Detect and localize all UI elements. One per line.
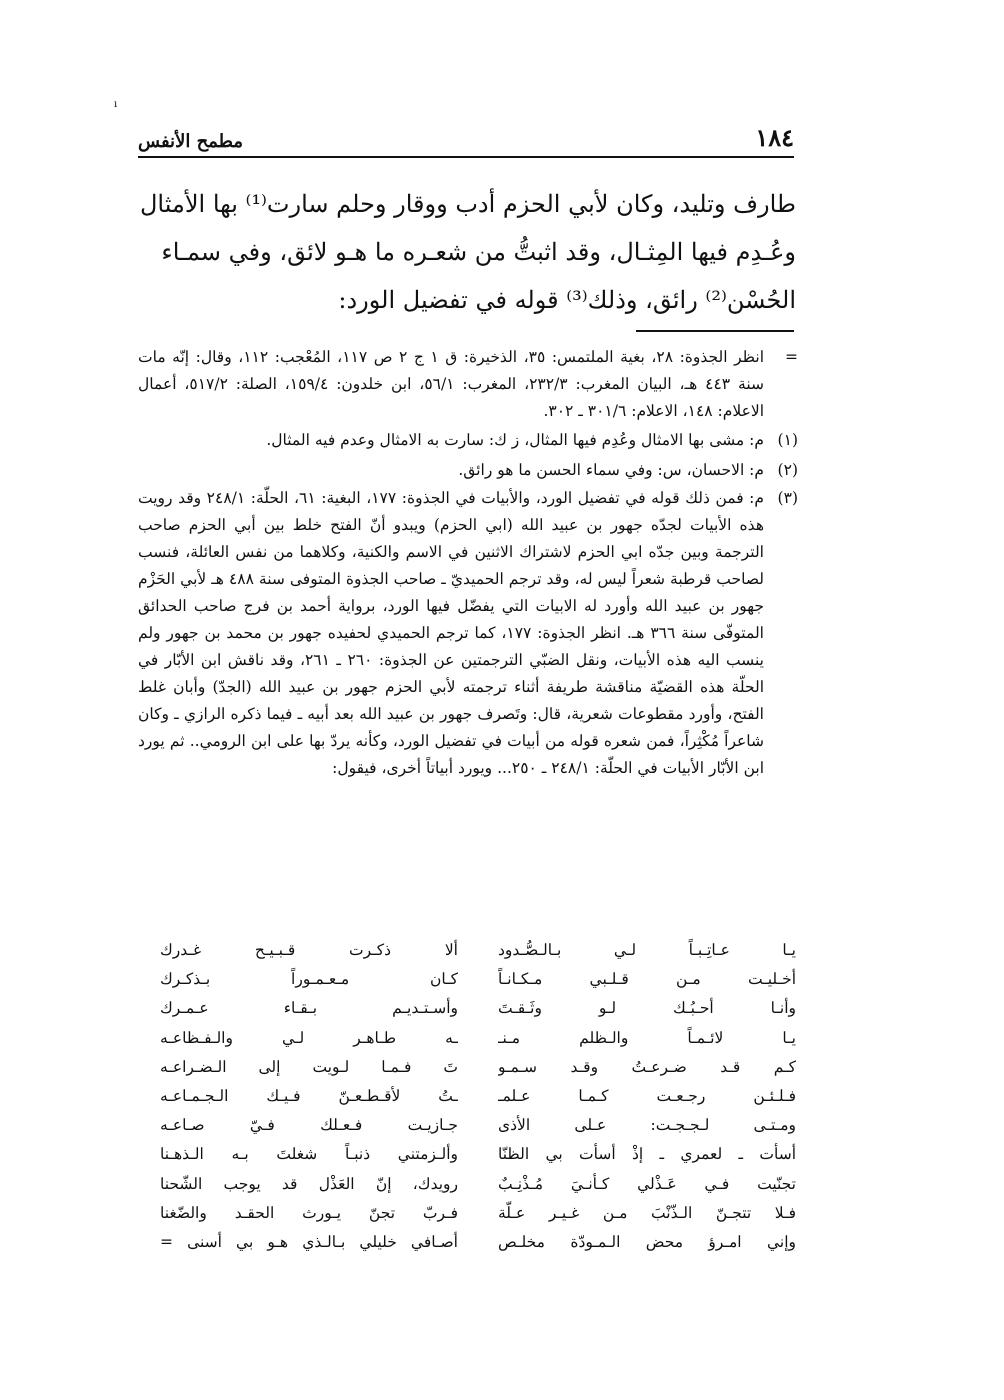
verse-second-hemistich: ألا ذكـرت قـبـيـح غـدرك: [160, 941, 458, 959]
footnote-mark: (٣): [777, 489, 798, 507]
main-text-line: وعُـدِم فيها المِثـال، وقد اثبتُّ من شعـره ما هـو لائق، وفي سمـاء: [161, 238, 796, 266]
verse-second-hemistich: رويدك، إنّ العَذْل قد يوجب الشّحنا: [160, 1174, 458, 1193]
verse-second-hemistich: تَ فـمـا لـويت إلى الـضـراعـه: [160, 1057, 458, 1076]
verse-line: [160, 936, 796, 965]
verse-first-hemistich: تجنّيت فـي عَـذْلي كـأنـيَ مُـذْنِـبٌ: [498, 1174, 796, 1193]
verse-first-hemistich: يـا لائـمـاً والـظلم مـنـ: [498, 1028, 796, 1047]
verse-second-hemistich: ـه طـاهـر لـي والـفـظاعـه: [160, 1028, 458, 1047]
verse-line: [160, 1199, 796, 1228]
main-text: [136, 180, 796, 324]
footnote-mark: (٢): [777, 461, 798, 479]
verse-second-hemistich: كـان مـعـمـوراً بـذكـرك: [160, 970, 458, 989]
main-text-line: الحُسْن⁽²⁾ رائق، وذلك⁽³⁾ قوله في تفضيل الورد:: [338, 286, 796, 314]
footnote-2: [138, 455, 798, 485]
footnote-text: انظر الجذوة: ٢٨، بغية الملتمس: ٣٥، الذخيرة: ق ١ ج ٢ ص ١١٧، المُعْجب: ١١٢، وقال: إنّه مات سنة ٤٤٣ هـ، البيان المغرب: ٢٣٢/٣، المغرب: ٥٦/١، ابن خلدون: ١٥٩/٤، الصلة: ٥١٧/٢، أعمال الاعلام: ١٤٨، الاعلام: ٣٠١/٦ ـ ٣٠٢.: [138, 348, 765, 420]
footnote-text: م: فمن ذلك قوله في تفضيل الورد، والأبيات في الجذوة: ١٧٧، البغية: ٦١، الحلّة: ٢٤٨/١ وقد رويت هذه الأبيات لجدّه جهور بن عبيد الله (ابي الحزم) ويبدو أنّ الفتح خلط بين أبي الحزم صاحب الترجمة وبين جدّه ابي الحزم لاشتراك الاثنين في الاسم والكنية، وكلاهما من نفس العائلة، فنسب لصاحب قرطبة شعراً ليس له، وقد ترجم الحميديّ ـ صاحب الجذوة المتوفى سنة ٤٨٨ هـ لأبي الحَزْم جهور بن عبيد الله وأورد له الابيات التي يفضّل فيها الورد، برواية أحمد بن فرج صاحب الحدائق المتوفّى سنة ٣٦٦ هـ. انظر الجذوة: ١٧٧، كما ترجم الحميدي لحفيده جهور بن محمد بن جهور ولم ينسب اليه هذه الأبيات، ونقل الضبّي الترجمتين عن الجذوة: ٢٦٠ ـ ٢٦١، وقد ناقش ابن الأبّار في الحلّة هذه القضيّة مناقشة طريفة أثناء ترجمته لأبي الحزم جهور بن عبيد الله (الجدّ) وأبان غلط الفتح، وأورد مقطوعات شعرية، قال: وتَصرف جهور بن عبيد الله بعد أبيه ـ فيما ذكره الرازي ـ وكان شاعراً مُكْثِراً، فمن شعره قوله من أبيات في تفضيل الورد، وكأنه يردّ بها على ابن الرومي.. ثم يورد ابن الأبّار الأبيات في الحلّة: ٢٤٨/١ ـ ٢٥٠... ويورد أبياتاً أخرى، فيقول:: [138, 489, 765, 777]
verse-first-hemistich: ومـتـى لـجـجـت: عـلى الأذى: [498, 1116, 796, 1135]
main-text-line: طارف وتليد، وكان لأبي الحزم أدب ووقار وحلم سارت⁽¹⁾ بها الأمثال: [139, 190, 796, 218]
footnote-divider: [636, 330, 794, 332]
verse-first-hemistich: يـا عـاتِـبـاً لـي بـالـصُّـدود: [498, 941, 796, 959]
page-header: [138, 118, 794, 158]
verse-second-hemistich: ـتُ لأقـطـعـنّ فـيـك الـجـمـاعـه: [160, 1087, 458, 1106]
verse-second-hemistich: أصـافي خليلي بـالـذي هـو بي أسنى =: [160, 1233, 458, 1252]
verse-first-hemistich: فـلا تتجـنّ الـذّنْبَ مـن غـيـر عـلّة: [498, 1203, 796, 1222]
page-number: ١٨٤: [755, 123, 794, 152]
verse-line: [160, 1024, 796, 1053]
verse-line: [160, 1082, 796, 1111]
verse-first-hemistich: وأنـا أحـبُـك لـو وثَـقـتَ: [498, 999, 796, 1018]
footnote-mark: =: [785, 348, 798, 366]
verse-second-hemistich: وألـزمتني ذنبـاً شغلتَ بـه الـذهـنا: [160, 1145, 458, 1164]
verse-second-hemistich: فـربّ تجنّ يـورث الحقـد والضّغنا: [160, 1203, 458, 1222]
verse-first-hemistich: كـم قـد ضـرعـتُ وقـد سـمـو: [498, 1057, 796, 1076]
verse-line: [160, 1140, 796, 1169]
footnote-text: م: الاحسان، س: وفي سماء الحسن ما هو رائق.: [458, 461, 764, 479]
footnote-mark: (١): [777, 431, 798, 449]
running-title: مطمح الأنفس: [138, 131, 244, 152]
verse-first-hemistich: أخـليـت مـن قـلـبي مـكـانـاً: [498, 970, 796, 989]
verse-first-hemistich: أسأت ـ لعمري ـ إذْ أسأت بي الظنّا: [498, 1145, 796, 1164]
verse-line: [160, 1053, 796, 1082]
footnotes: [138, 344, 798, 782]
verse-line: [160, 1228, 796, 1257]
margin-tick-mark: ı: [114, 99, 118, 110]
poem-verses: [160, 936, 796, 1257]
footnote-1: [138, 425, 798, 455]
verse-first-hemistich: فـلـئـن رجـعـت كـمـا عـلمـ: [498, 1087, 796, 1106]
verse-first-hemistich: وإني امـرؤ محض الـمـودّة مخلـص: [498, 1233, 796, 1252]
verse-line: [160, 994, 796, 1023]
footnote-continuation: [138, 344, 798, 425]
verse-line: [160, 1170, 796, 1199]
verse-second-hemistich: وأسـتـديـم بـقـاء عـمـرك: [160, 999, 458, 1018]
footnote-3: [138, 485, 798, 782]
verse-second-hemistich: جـازيـت فـعـلك فـيّ صـاعـه: [160, 1116, 458, 1135]
footnote-text: م: مشى بها الامثال وعُدِم فيها المثال، ز ك: سارت به الامثال وعدم فيه المثال.: [266, 431, 764, 449]
verse-line: [160, 965, 796, 994]
verse-line: [160, 1111, 796, 1140]
